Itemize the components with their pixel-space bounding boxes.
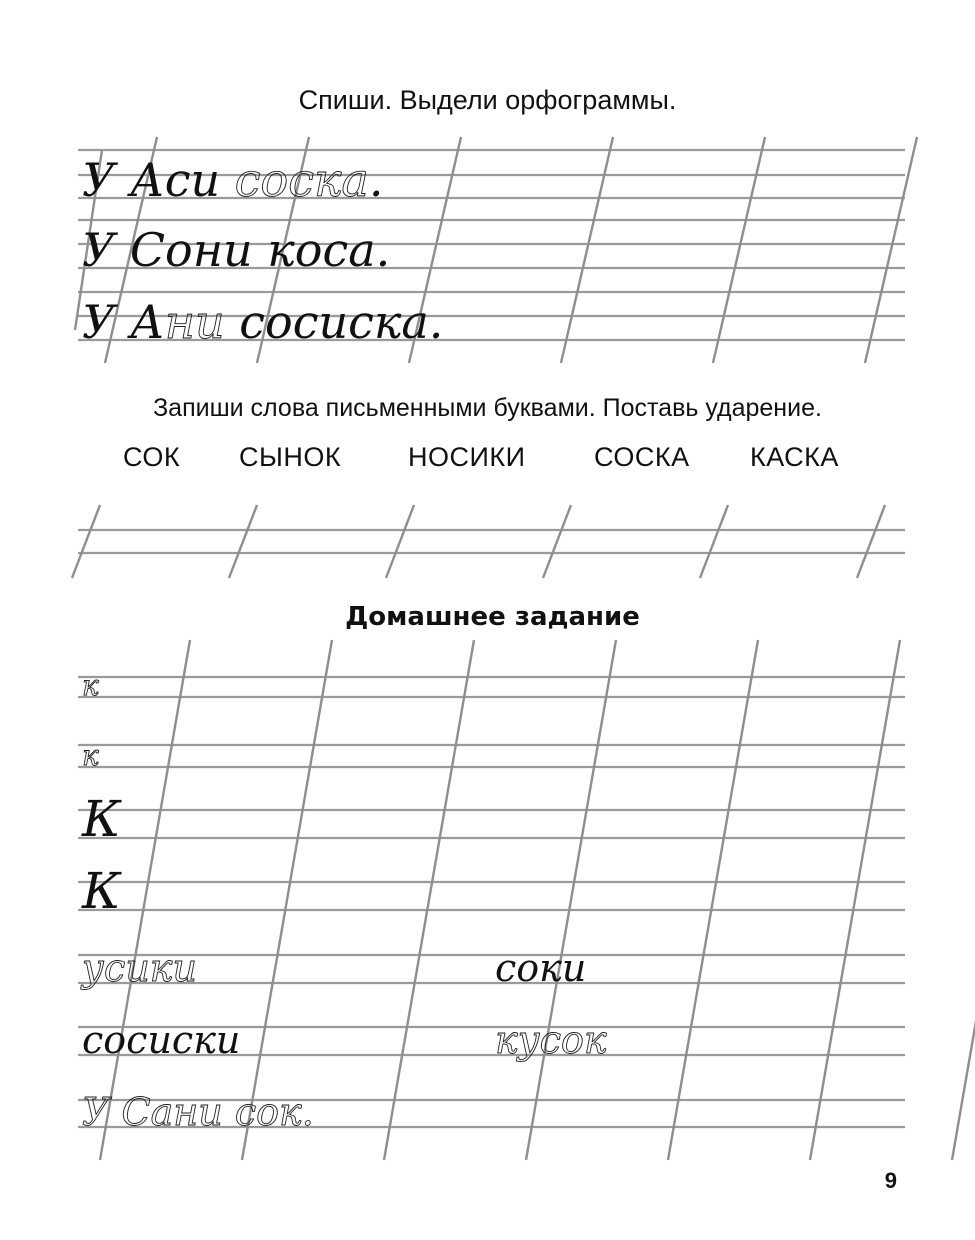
homework-title: Домашнее задание xyxy=(345,602,640,632)
exercise2-instruction: Запиши слова письменными буквами. Поставь ударение. xyxy=(153,394,822,422)
print-word-1: СОК xyxy=(123,442,181,472)
copy-line-3-part-1: У А xyxy=(82,295,165,349)
copy-line-1-part-1: У xyxy=(82,153,130,207)
exercise1-instruction: Спиши. Выдели орфограммы. xyxy=(298,85,677,115)
homework-left-6: сосиски xyxy=(82,1018,241,1062)
slant-line-3-5 xyxy=(810,640,900,1160)
print-word-2: СЫНОК xyxy=(239,442,342,472)
homework-left-5: усики xyxy=(82,946,197,990)
homework-right-5: соки xyxy=(495,946,587,990)
copy-line-2 xyxy=(82,223,390,277)
homework-right-6: кусок xyxy=(495,1018,607,1062)
copy-line-2-part-2: коса. xyxy=(252,223,391,277)
copy-line-1 xyxy=(82,153,383,207)
print-word-4: СОСКА xyxy=(594,442,690,472)
slant-line-2-3 xyxy=(543,505,571,578)
slant-line-2-2 xyxy=(386,505,414,578)
slant-line-2-4 xyxy=(700,505,728,578)
slant-line-1-4 xyxy=(713,137,765,363)
homework-left-7: У Сани сок. xyxy=(82,1090,314,1134)
slant-line-3-1 xyxy=(242,640,332,1160)
slant-line-3-3 xyxy=(526,640,616,1160)
print-word-5: КАСКА xyxy=(750,442,839,472)
slant-line-2-5 xyxy=(857,505,885,578)
copy-line-3-part-2: ни xyxy=(164,295,225,349)
slant-line-3-2 xyxy=(384,640,474,1160)
copy-line-2-part-1: У Сони xyxy=(82,223,253,277)
slant-line-3-6 xyxy=(952,640,975,1160)
homework-left-2: к xyxy=(82,739,99,772)
slant-line-1-3 xyxy=(561,137,613,363)
slant-line-1-5 xyxy=(865,137,917,363)
copy-line-1-part-2: Аси xyxy=(129,153,221,207)
homework-left-3: К xyxy=(82,790,121,848)
print-word-3: НОСИКИ xyxy=(408,442,526,472)
copy-line-3 xyxy=(82,295,443,349)
slant-line-3-4 xyxy=(668,640,758,1160)
copy-line-3-part-3: сосиска. xyxy=(224,295,444,349)
homework-left-4: К xyxy=(82,862,121,920)
copy-line-1-part-3: соска xyxy=(220,153,369,207)
copy-line-1-part-4: . xyxy=(368,153,384,207)
page-number: 9 xyxy=(884,1168,897,1193)
homework-left-1: к xyxy=(82,669,99,702)
slant-line-2-0 xyxy=(72,505,100,578)
slant-line-2-1 xyxy=(229,505,257,578)
